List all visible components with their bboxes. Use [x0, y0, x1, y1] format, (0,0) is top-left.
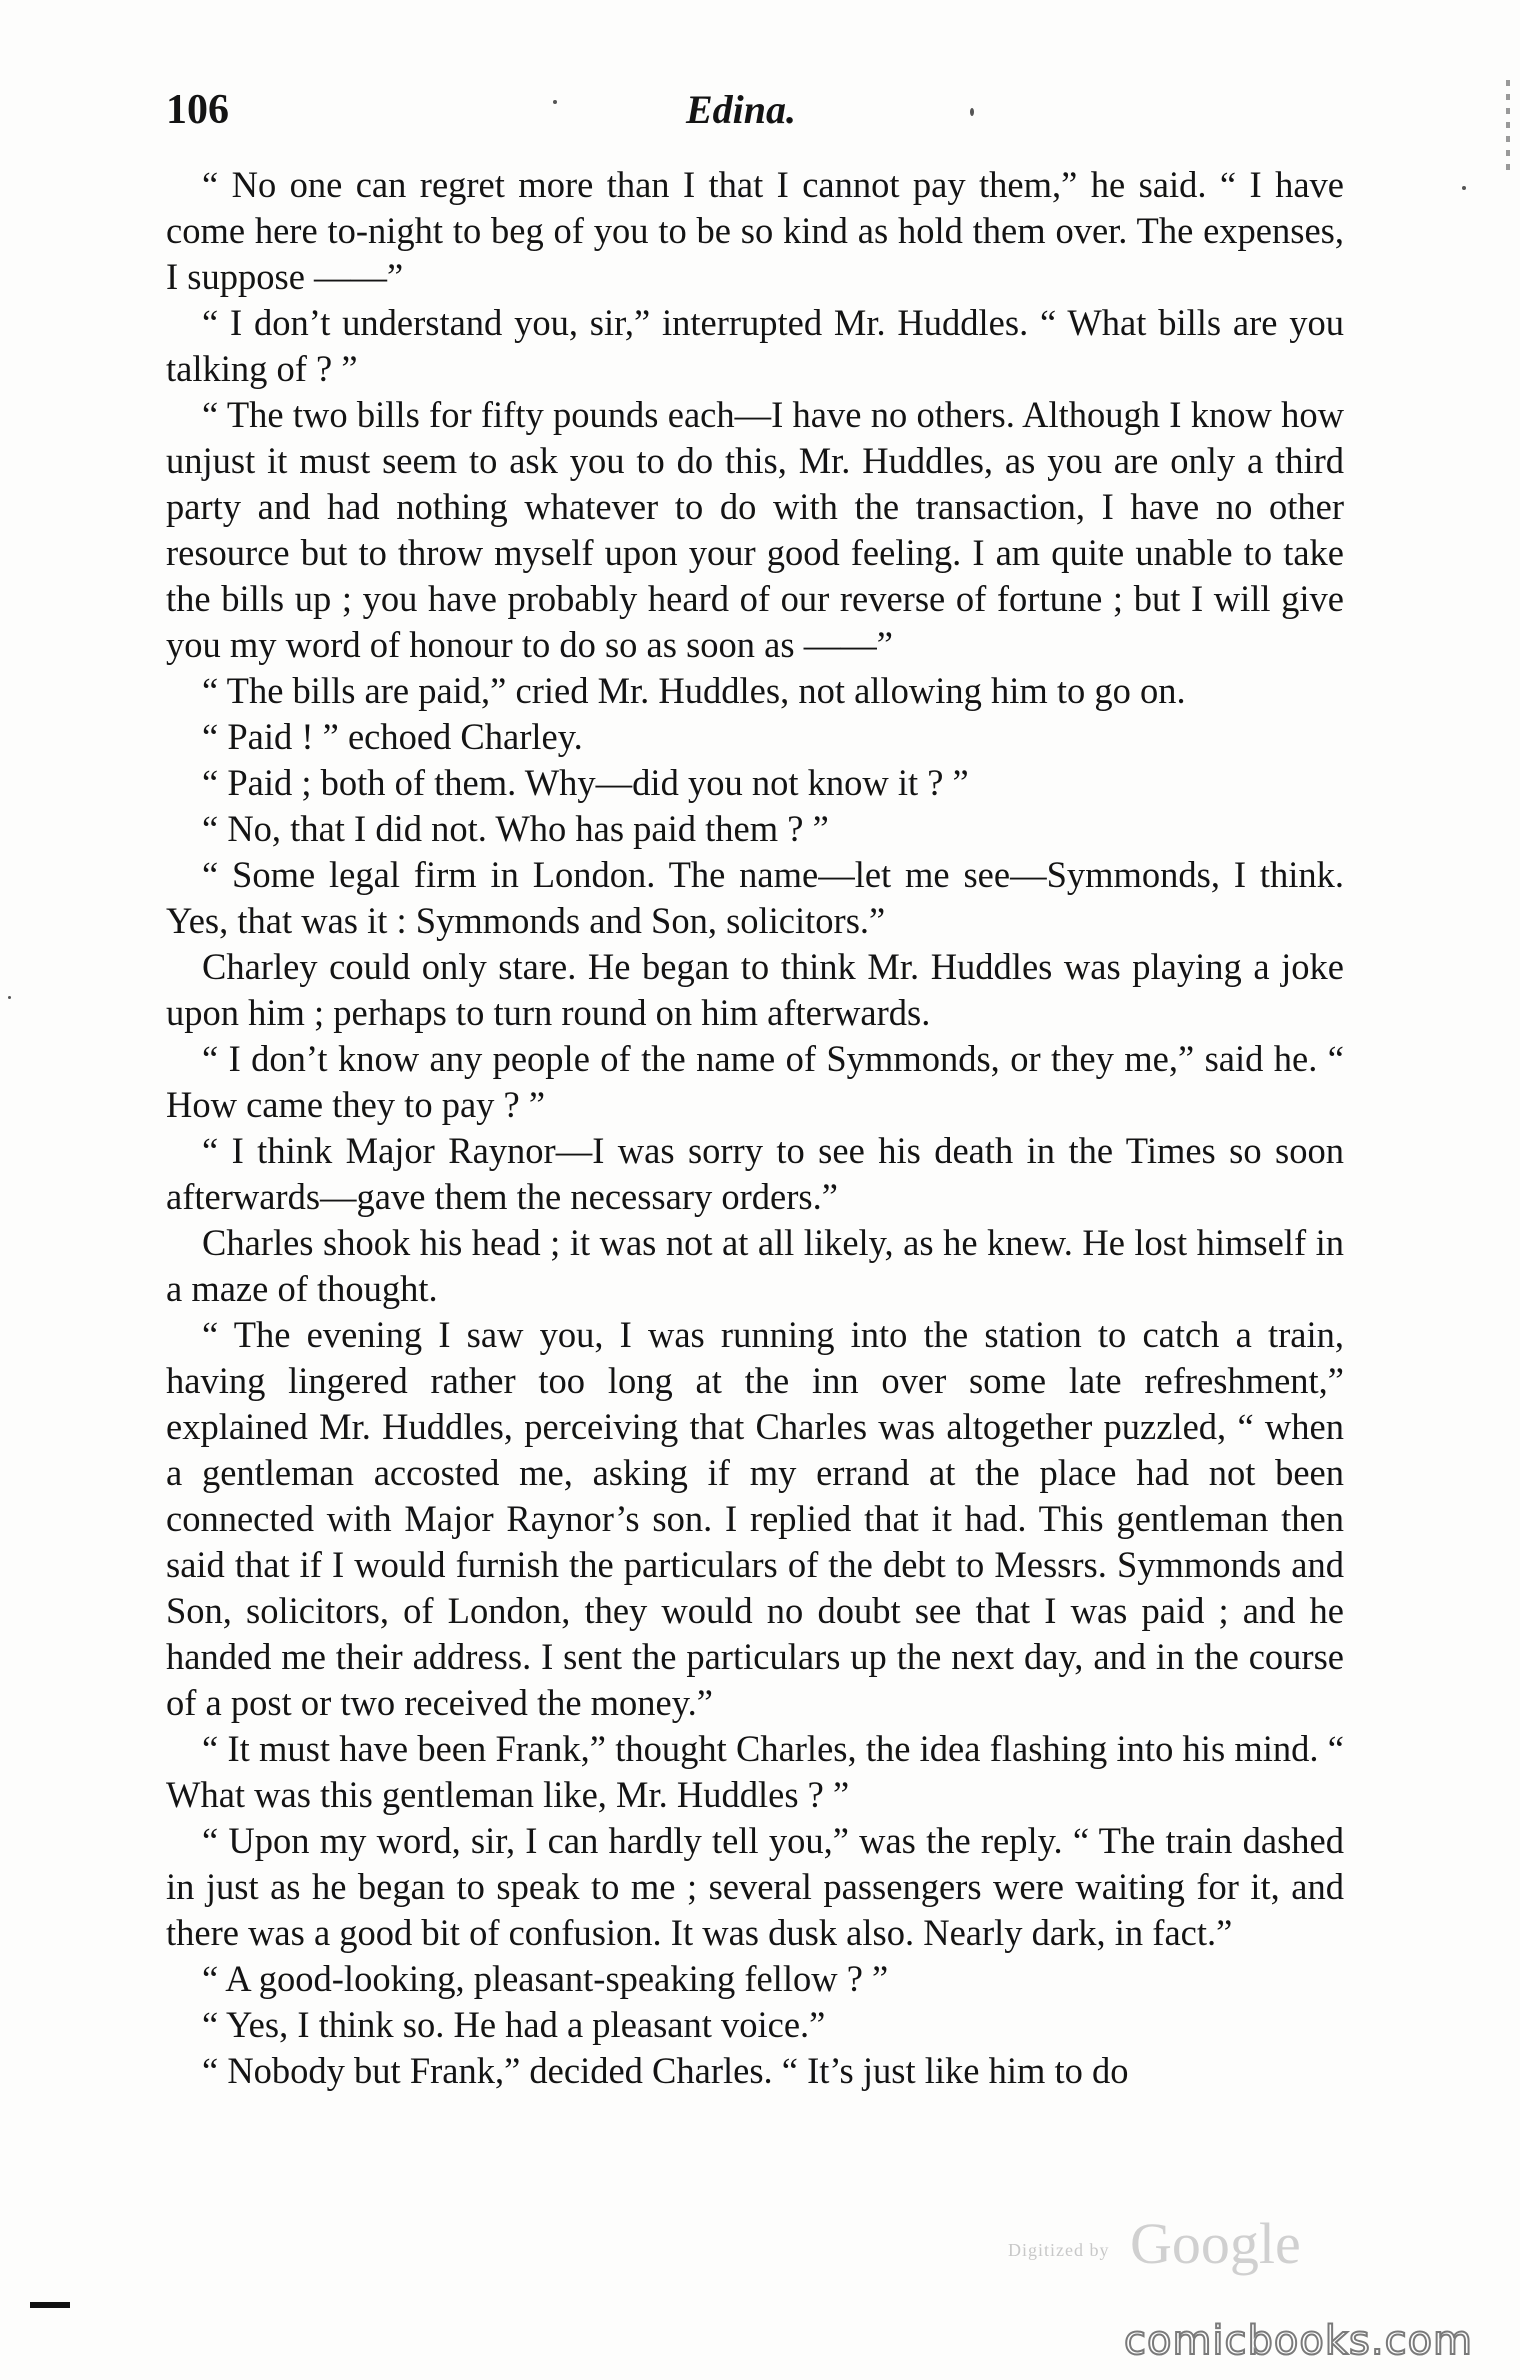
paragraph: Charles shook his head ; it was not at all likely, as he knew. He lost himself in a maze of thought.: [166, 1222, 1344, 1309]
paragraph: “ Paid ; both of them. Why—did you not know it ? ”: [202, 762, 969, 803]
ink-speck: [970, 108, 974, 116]
paragraph: “ Upon my word, sir, I can hardly tell you,” was the reply. “ The train dashed in just as he began to speak to me ; several passengers were waiting for it, and there was a good bit of confusion. It was dusk also. Nearly dark, in fact.”: [166, 1820, 1344, 1953]
paragraph: “ The two bills for fifty pounds each—I have no others. Although I know how unjust it must seem to ask you to do this, Mr. Huddles, as you are only a third party and had nothing whatever to do with the transaction, I have no other resource but to throw myself upon your good feeling. I am quite unable to take the bills up ; you have probably heard of our reverse of fortune ; but I will give you my word of honour to do so as soon as ——”: [166, 394, 1344, 665]
body-text: [166, 162, 1344, 2094]
paragraph: “ I don’t know any people of the name of Symmonds, or they me,” said he. “ How came they to pay ? ”: [166, 1038, 1344, 1125]
paragraph: “ It must have been Frank,” thought Charles, the idea flashing into his mind. “ What was this gentleman like, Mr. Huddles ? ”: [166, 1728, 1344, 1815]
site-watermark: comicbooks.com: [1124, 2318, 1474, 2364]
running-head: [166, 86, 1346, 146]
paragraph: “ Yes, I think so. He had a pleasant voice.”: [202, 2004, 826, 2045]
paragraph: “ Nobody but Frank,” decided Charles. “ It’s just like him to do: [202, 2050, 1129, 2091]
paragraph: “ The bills are paid,” cried Mr. Huddles, not allowing him to go on.: [202, 670, 1186, 711]
ink-speck: [553, 100, 557, 104]
paragraph: Charley could only stare. He began to think Mr. Huddles was playing a joke upon him ; perhaps to turn round on him afterwards.: [166, 946, 1344, 1033]
paragraph: “ No, that I did not. Who has paid them ? ”: [202, 808, 829, 849]
paragraph: “ I don’t understand you, sir,” interrupted Mr. Huddles. “ What bills are you talking of ? ”: [166, 302, 1344, 389]
paragraph: “ Paid ! ” echoed Charley.: [202, 716, 583, 757]
google-watermark: Google: [1130, 2211, 1301, 2276]
paragraph: “ No one can regret more than I that I cannot pay them,” he said. “ I have come here to-night to beg of you to be so kind as hold them over. The expenses, I suppose ——”: [166, 164, 1344, 297]
paragraph: “ A good-looking, pleasant-speaking fellow ? ”: [202, 1958, 889, 1999]
digitized-by-watermark: Digitized by: [1008, 2240, 1110, 2260]
ink-speck: [1462, 186, 1466, 190]
ink-speck: [8, 996, 11, 999]
paragraph: “ Some legal firm in London. The name—let me see—Symmonds, I think. Yes, that was it : Symmonds and Son, solicitors.”: [166, 854, 1344, 941]
paragraph: “ The evening I saw you, I was running into the station to catch a train, having lingered rather too long at the inn over some late refreshment,” explained Mr. Huddles, perceiving that Charles was altogether puzzled, “ when a gentleman accosted me, asking if my errand at the place had not been connected with Major Raynor’s son. I replied that it had. This gentleman then said that if I would furnish the particulars of the debt to Messrs. Symmonds and Son, solicitors, of London, they would no doubt see that I was paid ; and he handed me their address. I sent the particulars up the next day, and in the course of a post or two received the money.”: [166, 1314, 1344, 1723]
page-edge-marks: [1506, 80, 1510, 170]
margin-dash-mark: [30, 2302, 70, 2308]
paragraph: “ I think Major Raynor—I was sorry to see his death in the Times so soon afterwards—gave them the necessary orders.”: [166, 1130, 1344, 1217]
page-number: 106: [166, 87, 229, 133]
book-title: Edina.: [686, 87, 797, 132]
